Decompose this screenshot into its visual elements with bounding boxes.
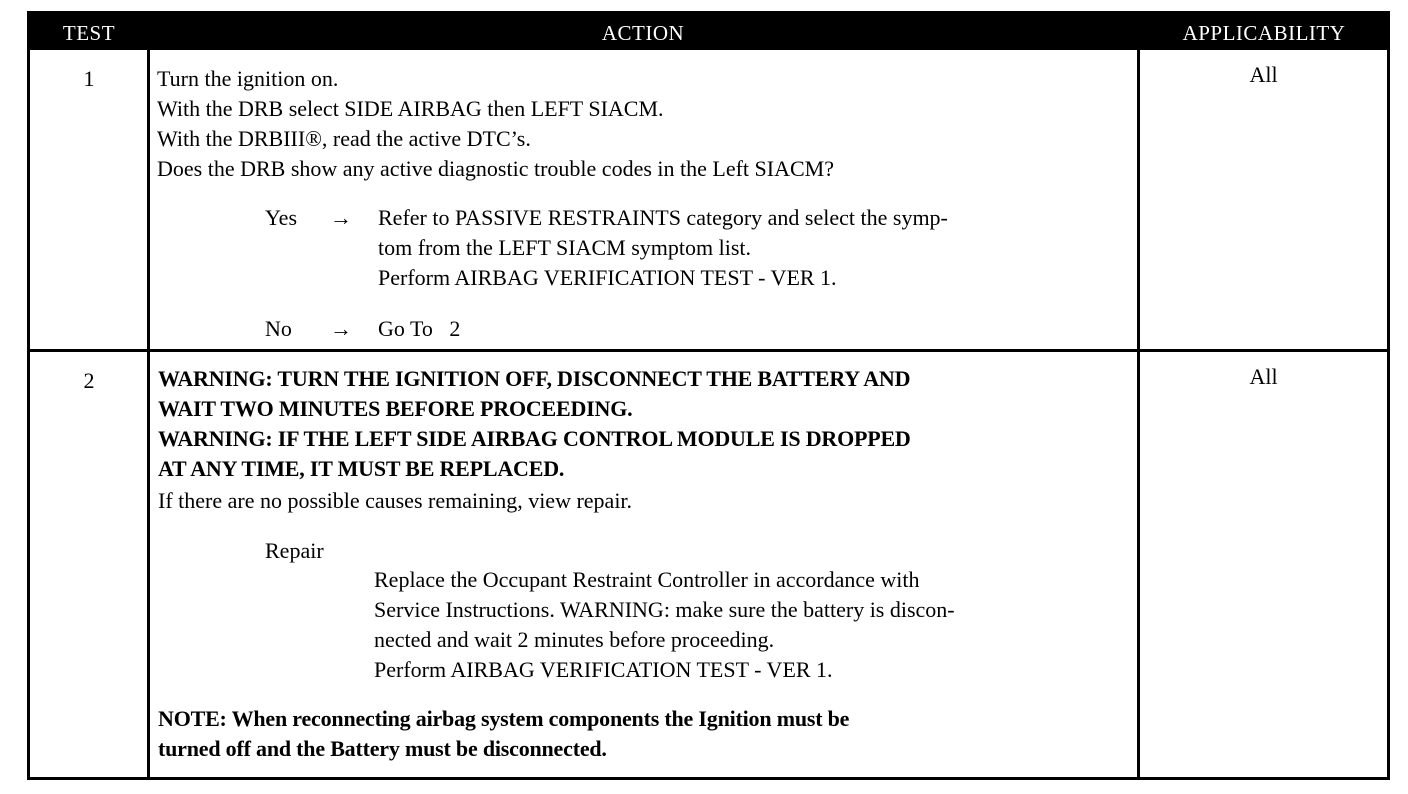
no-outcome (378, 314, 460, 344)
repair-line: Replace the Occupant Restraint Controller in accordance with (374, 567, 920, 592)
instruction-line: With the DRBIII®, read the active DTC’s. (157, 126, 531, 151)
repair-instructions (374, 565, 1132, 685)
applicability-value: All (1249, 364, 1278, 389)
yes-label: Yes (265, 205, 298, 230)
note-line: turned off and the Battery must be disconnected. (158, 736, 607, 761)
header-applicability: APPLICABILITY (1182, 21, 1346, 45)
row-divider (30, 349, 1387, 352)
header-action: ACTION (601, 21, 685, 45)
note-line: NOTE: When reconnecting airbag system components the Ignition must be (158, 706, 850, 731)
repair-line: Perform AIRBAG VERIFICATION TEST - VER 1. (374, 657, 833, 682)
goto-target-link[interactable]: 2 (449, 316, 461, 341)
column-divider (1137, 50, 1140, 780)
instruction-line: Does the DRB show any active diagnostic trouble codes in the Left SIACM? (157, 156, 834, 181)
warning-line: AT ANY TIME, IT MUST BE REPLACED. (158, 456, 565, 481)
repair-label: Repair (265, 538, 324, 563)
outcome-line: Refer to PASSIVE RESTRAINTS category and select the symp- (378, 205, 948, 230)
header-test: TEST (62, 21, 116, 45)
yes-arrow-icon: → (330, 205, 352, 230)
outcome-line: tom from the LEFT SIACM symptom list. (378, 235, 752, 260)
instruction-line: Turn the ignition on. (157, 66, 339, 91)
diagnostic-test-table (27, 11, 1390, 780)
note-block (158, 704, 1133, 764)
yes-outcome (378, 203, 1132, 293)
warning-line: WARNING: TURN THE IGNITION OFF, DISCONNECT THE BATTERY AND (158, 366, 911, 391)
test-number: 1 (83, 66, 95, 91)
instruction-line: With the DRB select SIDE AIRBAG then LEFT SIACM. (157, 96, 664, 121)
goto-text: Go To (378, 316, 433, 341)
table-header (30, 14, 1387, 50)
warning-line: WARNING: IF THE LEFT SIDE AIRBAG CONTROL MODULE IS DROPPED (158, 426, 911, 451)
warning-block (158, 364, 1133, 484)
applicability-value: All (1249, 62, 1278, 87)
column-divider (147, 50, 150, 780)
outcome-line: Perform AIRBAG VERIFICATION TEST - VER 1. (378, 265, 837, 290)
repair-line: Service Instructions. WARNING: make sure the battery is discon- (374, 597, 955, 622)
test-number: 2 (83, 368, 95, 393)
no-arrow-icon: → (330, 316, 352, 341)
no-label: No (265, 316, 292, 341)
repair-line: nected and wait 2 minutes before proceeding. (374, 627, 775, 652)
row1-instructions (157, 64, 1132, 184)
warning-line: WAIT TWO MINUTES BEFORE PROCEEDING. (158, 396, 633, 421)
repair-intro: If there are no possible causes remaining, view repair. (158, 488, 633, 513)
